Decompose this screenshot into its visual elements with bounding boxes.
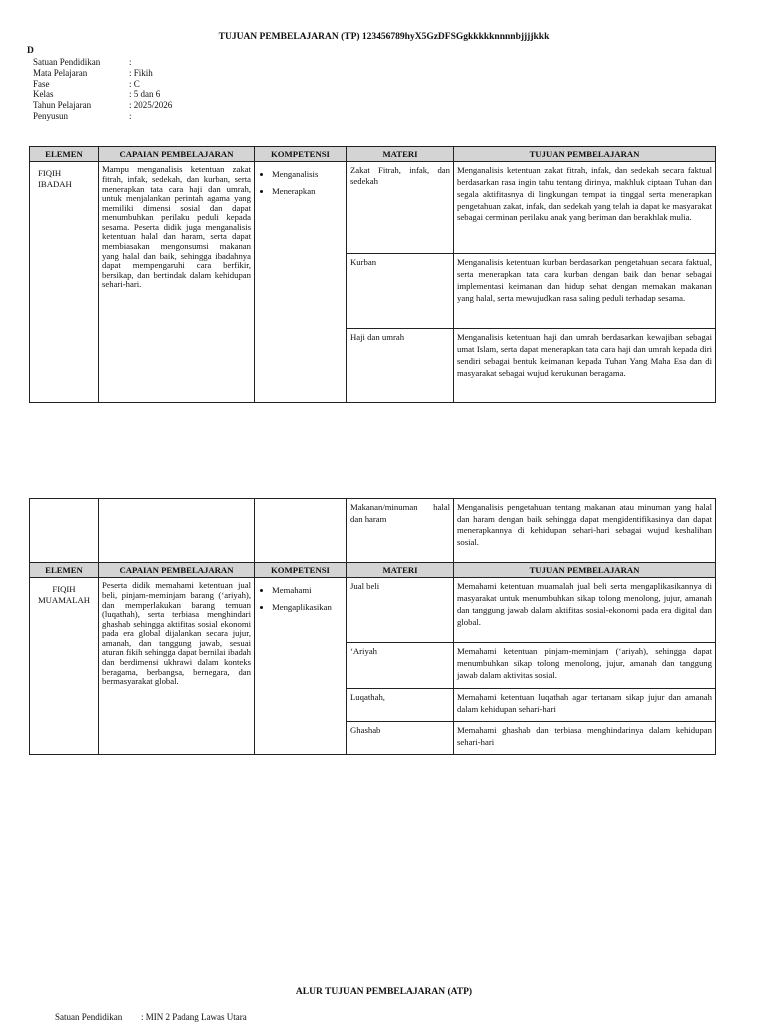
materi-cell (347, 578, 454, 643)
capaian-text: Mampu menganalisis ketentuan zakat fitrah, infak, sedekah, dan kurban, serta menerapkan tata cara haji dan umrah, untuk menjalankan perintah agama yang memiliki dimensi sosial dan dapat menumbuhkan perilaku peduli kepada sesama. Peserta didik juga menganalisis ketentuan halal dan haram, serta dapat membiasakan mengonsumsi makanan yang halal dan baik, sehingga ibadahnya dapat mempengaruhi cara berfikir, bersikap, dan bertindak dalam kehidupan sehari-hari. (102, 164, 251, 290)
kompetensi-list (258, 585, 343, 612)
tujuan-cell (454, 162, 716, 254)
materi-cell (347, 162, 454, 254)
kompetensi-cell (255, 162, 347, 403)
meta-label: Fase (33, 78, 50, 89)
atp-satuan-label: Satuan Pendidikan (55, 1012, 123, 1022)
list-item: • Menerapkan (272, 186, 343, 196)
document-title: TUJUAN PEMBELAJARAN (TP) 123456789hyX5GzDFSGgkkkkknnnnbjjjjkkk (218, 32, 550, 42)
materi-text: Zakat Fitrah, infak, dan sedekah (350, 165, 450, 186)
phase-letter: D (27, 46, 34, 56)
tujuan-text: Memahami ketentuan pinjam-meminjam (‘ariyah), sehingga dapat menumbuhkan sikap tolong menolong, jujur, amanah dan tanggung jawab dalam aktivitas sosial. (457, 646, 712, 680)
elemen-text: FIQIH MUAMALAH (37, 584, 91, 605)
elemen-cell (30, 578, 99, 755)
header-tujuan: TUJUAN PEMBELAJARAN (454, 563, 716, 578)
tp-table-muamalah (29, 498, 716, 755)
elemen-text: FIQIH IBADAH (38, 168, 72, 189)
materi-cell (347, 329, 454, 403)
empty-cell (30, 499, 99, 563)
header-row (30, 563, 716, 578)
header-kompetensi: KOMPETENSI (255, 147, 347, 162)
meta-row (33, 89, 172, 100)
header-tujuan: TUJUAN PEMBELAJARAN (454, 147, 716, 162)
materi-cell (347, 643, 454, 689)
table-row (30, 578, 716, 643)
tujuan-cell (454, 722, 716, 755)
atp-title: ALUR TUJUAN PEMBELAJARAN (ATP) (295, 987, 473, 997)
meta-label: Tahun Pelajaran (33, 100, 92, 111)
materi-text: ‘Ariyah (350, 646, 378, 657)
header-materi: MATERI (347, 563, 454, 578)
header-elemen: ELEMEN (30, 147, 99, 162)
elemen-cell (30, 162, 99, 403)
materi-text: Makanan/minuman halal dan haram (350, 502, 450, 524)
materi-cell (347, 499, 454, 563)
kompetensi-cell (255, 578, 347, 755)
tujuan-text: Menganalisis ketentuan kurban berdasarkan pengetahuan secara faktual, serta menerapkan tata cara kurban dengan baik dan benar sebagai implementasi keimanan dan hidup sehat dengan memakan makanan yang halal, serta mewujudkan rasa saling peduli terhadap sesama. (457, 257, 712, 303)
materi-cell (347, 254, 454, 329)
meta-label: Penyusun (33, 110, 69, 121)
list-item: • Mengaplikasikan (272, 602, 343, 612)
capaian-cell (99, 578, 255, 755)
tujuan-text: Memahami ketentuan luqathah agar tertanam sikap jujur dan amanah dalam kehidupan sehari-hari (457, 692, 712, 715)
meta-value: : (129, 57, 132, 67)
capaian-text: Peserta didik memahami ketentuan jual beli, pinjam-meminjam barang (‘ariyah), dan memperlakukan barang temuan (luqathah), serta terbiasa menghindari ghashab sehingga aktifitas sosial ekonomi pada era global dijalankan secara jujur, amanah, dan tanggung jawab, sesuai aturan fikih sehingga dapat bernilai ibadah dan berdimensi ukhrawi dalam konteks beragama, berbangsa, bernegara, dan bermasyarakat global. (102, 580, 251, 687)
header-kompetensi: KOMPETENSI (255, 563, 347, 578)
tujuan-cell (454, 329, 716, 403)
meta-label: Satuan Pendidikan (33, 57, 101, 67)
table-row (30, 162, 716, 254)
materi-text: Haji dan umrah (350, 332, 405, 343)
header-elemen: ELEMEN (30, 563, 99, 578)
tujuan-text: Menganalisis ketentuan zakat fitrah, infak, dan sedekah secara faktual berdasarkan rasa ingin tahu tentang dirinya, makhluk ciptaan Tuhan dan segala aktifitasnya di lingkungan tempat ia tinggal serta menerapkan pengetahuan zakat, infak, dan sedekah yang telah ia dapat ke masyarakat sebagai cerminan perilaku anak yang beriman dan berakhlak mulia. (457, 165, 712, 223)
meta-info (33, 57, 172, 122)
tp-table-ibadah (29, 146, 716, 403)
tujuan-cell (454, 499, 716, 563)
meta-row (33, 68, 172, 79)
meta-label: Mata Pelajaran (33, 67, 88, 78)
meta-value: : 5 dan 6 (129, 89, 161, 100)
meta-label: Kelas (33, 89, 54, 100)
empty-cell (255, 499, 347, 563)
meta-row (33, 57, 172, 68)
header-capaian: CAPAIAN PEMBELAJARAN (99, 563, 255, 578)
list-item: • Menganalisis (272, 169, 343, 179)
meta-row (33, 79, 172, 90)
tujuan-text: Memahami ghashab dan terbiasa menghindarinya dalam kehidupan sehari-hari (457, 725, 712, 748)
empty-cell (99, 499, 255, 563)
atp-satuan-value: : MIN 2 Padang Lawas Utara (141, 1012, 247, 1022)
meta-value: : Fikih (129, 67, 153, 78)
meta-value: : C (129, 78, 140, 89)
kompetensi-list (258, 169, 343, 196)
materi-text: Ghashab (350, 725, 381, 736)
header-capaian: CAPAIAN PEMBELAJARAN (99, 147, 255, 162)
table-row (30, 499, 716, 563)
materi-text: Kurban (350, 257, 377, 268)
materi-text: Luqathah, (350, 692, 385, 703)
meta-value: : 2025/2026 (129, 100, 173, 111)
tujuan-cell (454, 254, 716, 329)
meta-row (33, 111, 172, 122)
header-row (30, 147, 716, 162)
materi-cell (347, 689, 454, 722)
list-item: • Memahami (272, 585, 343, 595)
tujuan-cell (454, 578, 716, 643)
tujuan-cell (454, 643, 716, 689)
meta-row (33, 100, 172, 111)
header-materi: MATERI (347, 147, 454, 162)
meta-value: : (129, 110, 132, 121)
tujuan-text: Menganalisis pengetahuan tentang makanan atau minuman yang halal dan haram dengan baik sehingga dapat mengidentifikasinya dan dapat menerapkannya di kehidupan sehari-hari sebagai wujud keshalihan sosial. (457, 502, 712, 548)
tujuan-cell (454, 689, 716, 722)
materi-text: Jual beli (350, 581, 380, 592)
tujuan-text: Menganalisis ketentuan haji dan umrah berdasarkan kewajiban sebagai umat Islam, serta dapat menerapkan tata cara haji dan umrah kepada diri sendiri sebagai bentuk keimanan kepada Tuhan Yang Maha Esa dan di masyarakat sebagai wujud kerukunan beragama. (457, 332, 712, 378)
capaian-cell (99, 162, 255, 403)
tujuan-text: Memahami ketentuan muamalah jual beli serta mengaplikasikannya di masyarakat untuk menumbuhkan sikap tolong menolong, jujur, amanah dan tanggung jawab dalam aktifitas sosial-ekonomi pada era digital dan global. (457, 581, 712, 627)
atp-satuan-row (55, 1012, 247, 1023)
materi-cell (347, 722, 454, 755)
